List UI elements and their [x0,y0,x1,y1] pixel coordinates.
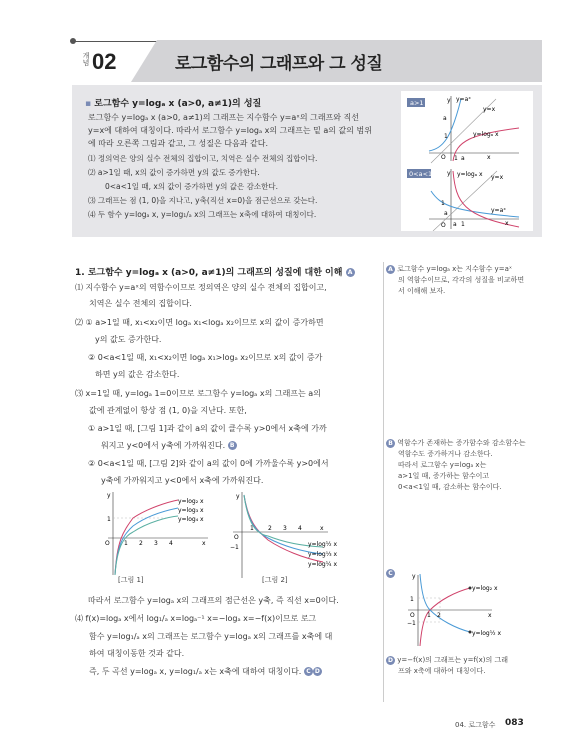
tick-label: 1 [250,525,254,532]
tick-label: 1 [410,596,414,603]
footer-chapter: 04. 로그함수 [455,721,496,729]
tick-label: 4 [169,540,173,547]
axis-label: x [488,612,492,619]
graph-label: a [443,115,447,122]
axis-label: y [236,493,240,500]
body-line: 하면 y의 값은 감소한다. [95,370,180,379]
log-half-curve [420,574,470,632]
summary-line: y=x에 대하여 대칭이다. 따라서 로그함수 y=logₐ x의 그래프는 밑 a의 값의 범위 [88,126,373,135]
body-line: ⑷ f(x)=logₐ x에서 log₁/ₐ x=logₐ⁻¹ x=−logₐ x=−f(x)이므로 로그 [75,614,317,623]
concept-label: 개념 [82,52,90,66]
side-graph-c [400,570,540,650]
badge-c: C [304,667,313,676]
badge-b: B [386,439,395,448]
figure-2-caption: [그림 2] [262,576,288,584]
body-line: ① a>1일 때, [그림 1]과 같이 a의 값이 클수록 y>0에서 x축에 가까 [88,424,327,433]
body-line: ⑵ ① a>1일 때, x₁<x₂이면 logₐ x₁<logₐ x₂이므로 x의 값이 증가하면 [75,318,324,327]
body-line: 값에 관계없이 항상 점 (1, 0)을 지난다. 또한, [89,406,247,415]
exp-curve [429,99,461,151]
graph-label: y [447,170,451,177]
tick-label: 2 [437,612,441,619]
graph-label: y=x [483,106,496,113]
axis-label: x [320,525,324,532]
summary-title: ▪ 로그함수 y=logₐ x (a>0, a≠1)의 성질 [85,99,262,109]
body-line: 하여 대칭이동한 것과 같다. [89,649,185,658]
summary-graph-panel [401,91,533,231]
side-note-a: A 로그함수 y=logₐ x는 지수함수 y=aˣ 의 역함수이므로, 각각의 성질을 비교하면 서 이해해 보자. [386,264,524,297]
graph-label: y=aˣ [491,207,506,214]
badge-a: A [346,268,355,277]
graph-label: 1 [441,200,445,207]
summary-line: ⑶ 그래프는 점 (1, 0)을 지나고, y축(직선 x=0)을 점근선으로 갖는다. [88,196,318,205]
graph-tag: 0<a<1 [409,170,433,178]
graph-label: a [444,210,448,217]
graph-label: O [441,222,446,229]
body-line: ② 0<a<1일 때, x₁<x₂이면 logₐ x₁>logₐ x₂이므로 x의 값이 증가 [88,353,323,362]
curve-label: y=log¼ x [308,561,337,568]
tick-label: 2 [268,525,272,532]
graph-label: y=logₐ x [473,131,499,138]
curve-label: y=log⅓ x [308,551,337,558]
body-line: ⑶ x=1일 때, y=logₐ 1=0이므로 로그함수 y=logₐ x의 그래프는 a의 [75,389,321,398]
log2-curve [115,500,178,575]
badge-b: B [228,441,237,450]
side-note-d: D y=−f(x)의 그래프는 y=f(x)의 그래 프와 x축에 대하여 대칭이다. [388,656,509,675]
axis-label: y [412,573,416,580]
badge-d: D [313,667,322,676]
graph-label: x [487,154,491,161]
tick-label: 1 [107,516,111,523]
summary-line: ⑷ 두 함수 y=logₐ x, y=log₁/ₐ x의 그래프는 x축에 대하여 대칭이다. [88,210,317,219]
body-line: 따라서 로그함수 y=logₐ x의 그래프의 점근선은 y축, 즉 직선 x=0이다. [88,596,339,605]
graph-label: a [461,155,465,162]
summary-line: 0<a<1일 때, x의 값이 증가하면 y의 값은 감소한다. [105,182,278,191]
tick-label: 1 [124,540,128,547]
badge-c: C [386,569,395,578]
tick-label: 1 [427,612,431,619]
tick-label: 2 [139,540,143,547]
tick-label: −1 [407,620,416,627]
side-note-c [386,568,395,579]
tick-label: O [234,534,239,541]
badge-a: A [386,265,395,274]
graph-label: y=logₐ x [457,171,483,178]
axis-label: y [107,492,111,499]
graph-tag: a>1 [410,99,424,107]
graph-label: y [447,97,451,104]
graph-label: a [453,221,457,228]
curve-label: y=log₄ x [178,516,204,523]
curve-label: y=log₂ x [178,498,204,505]
graph-label: 1 [444,133,448,140]
tick-label: 3 [154,540,158,547]
tick-label: 4 [298,525,302,532]
graph-label: 1 [454,155,458,162]
log-quarter-curve [244,495,323,547]
body-line: y축에 가까워지고 y<0에서 x축에 가까워진다. [101,476,264,485]
summary-line: 로그함수 y=logₐ x (a>0, a≠1)의 그래프는 지수함수 y=aˣ의 그래프와 직선 [88,113,360,122]
summary-line: 에 따라 오른쪽 그림과 같고, 그 성질은 다음과 같다. [88,139,268,148]
graph-label: x [505,220,509,227]
curve-label: y=log₂ x [472,585,498,592]
title-bar-slant [131,40,158,82]
tick-label: 3 [283,525,287,532]
page-title: 로그함수의 그래프와 그 성질 [175,54,383,74]
tick-label: O [410,612,415,619]
body-line: 즉, 두 곡선 y=logₐ x, y=log₁/ₐ x는 x축에 대하여 대칭이다. C D [89,666,322,677]
graph-label: O [441,154,446,161]
tick-label: −1 [230,544,239,551]
side-divider [383,262,384,702]
badge-d: D [386,656,395,665]
body-line: ⑴ 지수함수 y=aˣ의 역함수이므로 정의역은 양의 실수 전체의 집합이고, [75,283,327,292]
concept-number: 02 [92,49,117,74]
tick-label: O [105,540,110,547]
summary-line: ⑵ a>1일 때, x의 값이 증가하면 y의 값도 증가한다. [88,168,260,177]
axis-label: x [202,540,206,547]
graph-label: y=x [491,174,504,181]
body-line: 함수 y=log₁/ₐ x의 그래프는 로그함수 y=logₐ x의 그래프를 x축에 대 [89,632,333,641]
body-line: ② 0<a<1일 때, [그림 2]와 같이 a의 값이 0에 가까울수록 y>0에서 [88,459,329,468]
section-title: 1. 로그함수 y=logₐ x (a>0, a≠1)의 그래프의 성질에 대한 이해 A [75,265,355,278]
curve-label: y=log½ x [308,541,337,548]
figure-2 [228,490,358,582]
log-curve [453,171,519,227]
figure-1-caption: [그림 1] [118,576,144,584]
side-note-b: B 역함수가 존재하는 증가함수와 감소함수는 역함수도 증가하거나 감소한다. 따라서 로그함수 y=logₐ x는 a>1일 때, 증가하는 함수이고 0<a<1일 때, 감소하는 함수이다. [386,438,526,493]
page-number: 083 [505,718,524,728]
summary-graphs [401,91,533,231]
figure-1 [98,490,218,582]
curve-label: y=log₃ x [178,507,204,514]
summary-line: ⑴ 정의역은 양의 실수 전체의 집합이고, 치역은 실수 전체의 집합이다. [88,154,318,163]
curve-label: y=log½ x [472,630,501,637]
body-line: y의 값도 증가한다. [95,335,162,344]
graph-label: 1 [461,221,465,228]
body-line: 치역은 실수 전체의 집합이다. [89,299,192,308]
graph-label: y=aˣ [456,96,471,103]
body-line: 워지고 y<0에서 y축에 가까워진다. B [101,440,237,451]
